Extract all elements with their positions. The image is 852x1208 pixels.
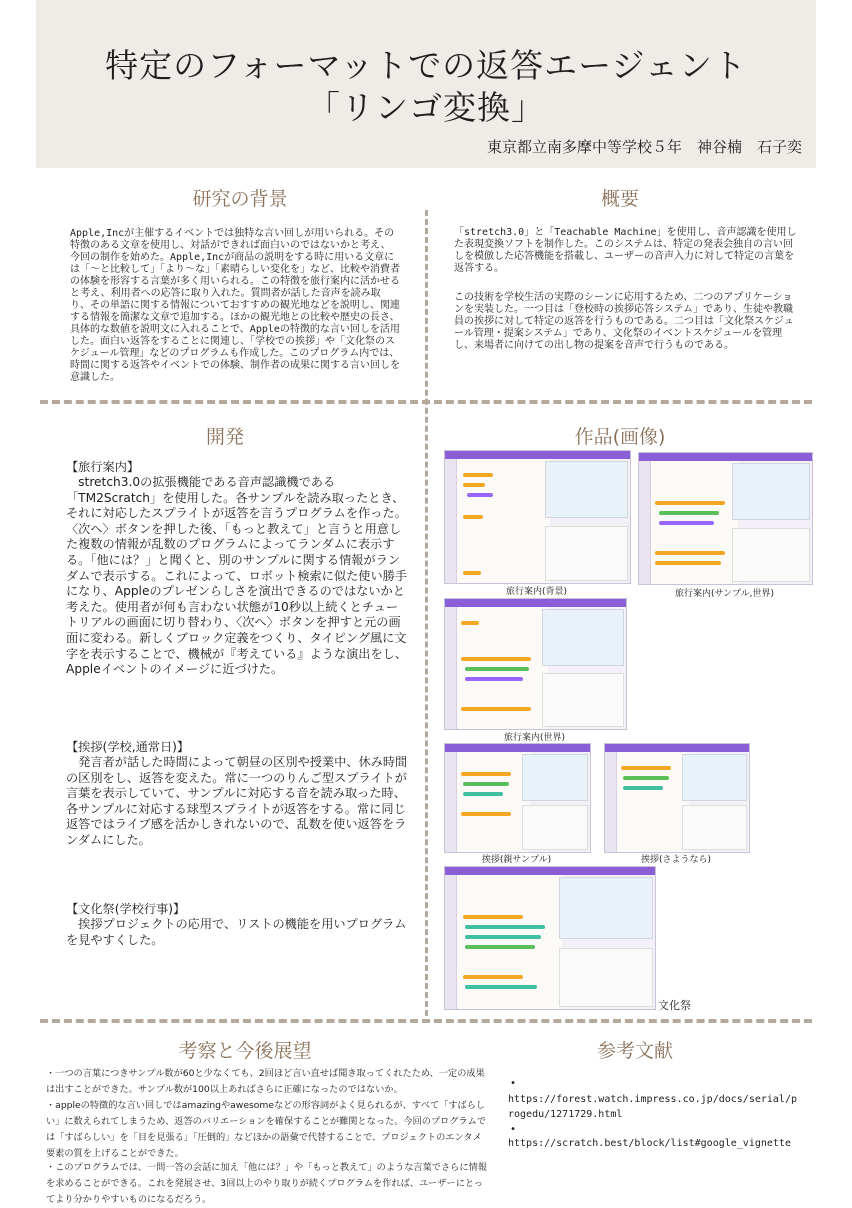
caption-festival: 文化祭 xyxy=(658,999,691,1012)
divider-vertical xyxy=(425,210,428,1016)
poster-title-line2: 「リンゴ変換」 xyxy=(307,88,545,127)
poster-title-line1: 特定のフォーマットでの返答エージェント xyxy=(105,46,747,85)
development-heading: 開発 xyxy=(205,426,244,448)
caption-travel-sample-world: 旅行案内(サンプル,世界) xyxy=(674,589,775,599)
background-heading: 研究の背景 xyxy=(192,188,288,210)
references-heading: 参考文献 xyxy=(596,1040,673,1062)
festival-text: 挨拶プロジェクトの応用で、リストの機能を用いプログラムを見やすくした。 xyxy=(66,917,407,947)
greeting-title: 【挨拶(学校,通常日)】 xyxy=(66,740,190,754)
overview-text-2: この技術を学校生活の実際のシーンに応用するため、二つのアプリケーションを実装した。一つ目は「登校時の挨拶応答システム」であり、生徒や教職員の挨拶に対して特定の返答を行うものである。二つ目は「文化祭スケジュール管理・提案システム」であり、文化祭のイベントスケジュールを管理し、来場者に向けての出し物の提案を音声で行うものである。 xyxy=(454,292,794,351)
screenshot-festival xyxy=(444,866,656,1010)
travel-title: 【旅行案内】 xyxy=(66,460,140,474)
overview-heading: 概要 xyxy=(600,188,639,210)
reference-bullet-2: • xyxy=(510,1124,517,1135)
discussion-heading: 考察と今後展望 xyxy=(178,1040,312,1062)
discussion-item-3: ・このプログラムでは、一問一答の会話に加え「他には？」や「もっと教えて」のような言葉でさらに情報を求めることができる。これを発展させ、3回以上のやり取りが続くプログラムを作れば、ユーザーにとってより分かりやすいものになるだろう。 xyxy=(46,1162,487,1205)
reference-link-1[interactable]: https://forest.watch.impress.co.jp/docs/serial/progedu/1271729.html xyxy=(508,1094,797,1120)
screenshot-travel-background xyxy=(444,450,631,584)
screenshot-greeting-parent-sample xyxy=(444,743,591,853)
screenshot-travel-sample-world xyxy=(638,452,813,585)
works-heading: 作品(画像) xyxy=(574,426,666,448)
poster-header xyxy=(36,0,816,168)
travel-text: stretch3.0の拡張機能である音声認識機である「TM2Scratch」を使用した。各サンプルを読み取ったとき、それに対応したスプライトが返答を言うプログラムを作った。〈次へ〉ボタンを押した後、「もっと教えて」と言うと用意した複数の情報が乱数のプログラムによってランダムに表示する。「他には？」と聞くと、別のサンプルに関する情報がランダムで表示する。これによって、ロボット検索に似た使い勝手になり、Appleのプレゼンらしさを演出できるのではないかと考えた。使用者が何も言わない状態が10秒以上続くとチュートリアルの画面に切り替わり、〈次へ〉ボタンを押すと元の画面に変わる。新しくブロック定義をつくり、タイピング風に文字を表示することで、機械が『考えている』ような演出をし、Appleイベントのイメージに近づけた。 xyxy=(66,475,408,677)
background-text: Apple,Incが主催するイベントでは独特な言い回しが用いられる。その特徴のある文章を使用し、対話ができれば面白いのではないかと考え、今回の制作を始めた。Apple,Incが商品の説明をする時に用いる文章には「〜と比較して」「より〜な」「素晴らしい変化を」など、比較や消費者の体験を形容する言葉が多く用いられる。この特徴を旅行案内に活かせると考え、利用者への応答に取り入れた。質問者が話した音声を読み取り、その単語に関する情報についておすすめの観光地などを説明し、関連する情報を簡潔な文章で追加する。ほかの観光地との比較や歴史の長さ、具体的な数値を説明文に入れることで、Appleの特徴的な言い回しを活用した。面白い返答をすることに関連し、「学校での挨拶」や「文化祭のスケジュール管理」などのプログラムも作成した。このプログラム内では、時間に関する返答やイベントでの体験、制作者の成果に関する言い回しを意識した。 xyxy=(70,228,400,383)
discussion-item-1: ・一つの言葉につきサンプル数が60と少なくても、2回ほど言い直せば聞き取ってくれたため、一定の成果は出すことができた。サンプル数が100以上あればさらに正確になったのではないか。 xyxy=(46,1068,485,1095)
caption-greeting-parent-sample: 挨拶(親サンプル) xyxy=(481,855,552,865)
reference-bullet-1: • xyxy=(510,1078,517,1089)
authors: 東京都立南多摩中等学校５年 神谷楠 石子奕 xyxy=(486,138,802,156)
screenshot-travel-world xyxy=(444,598,627,730)
festival-title: 【文化祭(学校行事)】 xyxy=(66,902,186,916)
screenshot-greeting-goodbye xyxy=(604,743,750,853)
reference-link-2[interactable]: https://scratch.best/block/list#google_vignette xyxy=(508,1138,791,1149)
caption-greeting-goodbye: 挨拶(さようなら) xyxy=(640,855,712,865)
caption-travel-background: 旅行案内(背景) xyxy=(505,587,568,597)
greeting-text: 発言者が話した時間によって朝昼の区別や授業中、休み時間の区別をし、返答を変えた。常に一つのりんご型スプライトが言葉を表示していて、サンプルに対応する音を読み取った時、各サンプルに対応する球型スプライトが返答をする。常に同じ返答ではライブ感を活かしきれないので、乱数を使い返答をランダムにした。 xyxy=(66,755,408,847)
discussion-item-2: ・appleの特徴的な言い回しではamazingやawesomeなどの形容詞がよく見られるが、すべて「すばらしい」に数えられてしまうため、返答のバリエーションを確保することが難関となった。今回のプログラムでは「すばらしい」を「目を見張る」「圧倒的」などほかの語彙で代替することで、プロジェクトのエンタメ要素の質を上げることができた。 xyxy=(46,1100,486,1159)
caption-travel-world: 旅行案内(世界) xyxy=(503,733,566,743)
overview-text-1: 「stretch3.0」と「Teachable Machine」を使用し、音声認識を使用した表現変換ソフトを制作した。このシステムは、特定の発表会独自の言い回しを模倣した応答機能を搭載し、ユーザーの音声入力に対して特定の言葉を返答する。 xyxy=(454,227,797,274)
divider-bottom xyxy=(40,1019,812,1023)
